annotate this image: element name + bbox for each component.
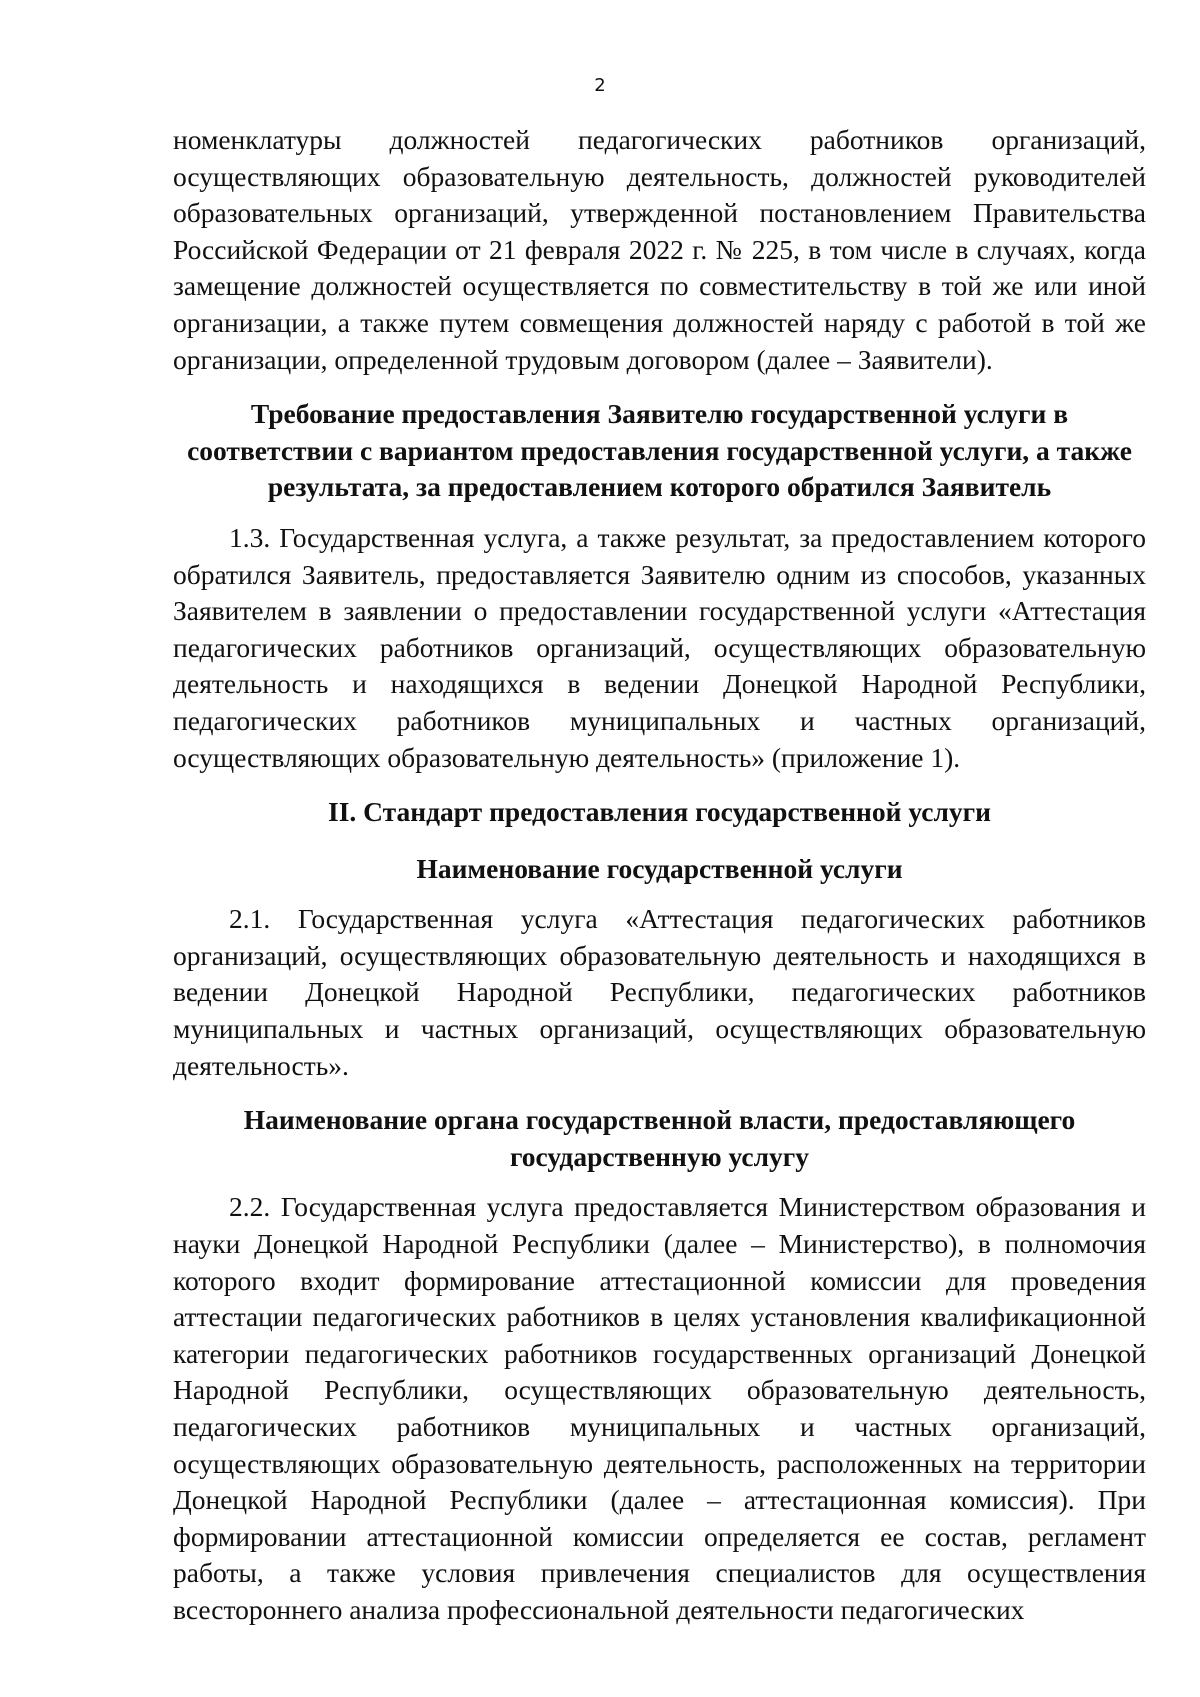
heading-section-2: II. Стандарт предоставления государственной услуги: [328, 796, 991, 828]
heading-requirement: Требование предоставления Заявителю государственной услуги в соответствии с вариантом предоставления государственной услуги, а также результата, за предоставлением которого обратился Заявитель: [187, 398, 1132, 503]
page-number: 2: [594, 75, 606, 96]
heading-service-name: Наименование государственной услуги: [416, 852, 903, 884]
paragraph-2-1: 2.1. Государственная услуга «Аттестация педагогических работников организаций, осуществляющих образовательную деятельность и находящихся в ведении Донецкой Народной Республики, педагогических работников муниципальных и частных организаций, осуществляющих образовательную деятельность».: [173, 903, 1146, 1081]
intro-paragraph: номенклатуры должностей педагогических работников организаций, осуществляющих образовательную деятельность, должностей руководителей образовательных организаций, утвержденной постановлением Правительства Российской Федерации от 21 февраля 2022 г. № 225, в том числе в случаях, когда замещение должностей осуществляется по совместительству в той же или иной организации, а также путем совмещения должностей наряду с работой в той же организации, определенной трудовым договором (далее – Заявители).: [173, 124, 1146, 375]
heading-authority-name: Наименование органа государственной власти, предоставляющего государственную услугу: [243, 1104, 1076, 1172]
paragraph-1-3: 1.3. Государственная услуга, а также результат, за предоставлением которого обратился Заявитель, предоставляется Заявителю одним из способов, указанных Заявителем в заявлении о предоставлении государственной услуги «Аттестация педагогических работников организаций, осуществляющих образовательную деятельность и находящихся в ведении Донецкой Народной Республики, педагогических работников муниципальных и частных организаций, осуществляющих образовательную деятельность» (приложение 1).: [173, 521, 1146, 773]
document-body: [173, 122, 1146, 1629]
paragraph-2-2: 2.2. Государственная услуга предоставляется Министерством образования и науки Донецкой Народной Республики (далее – Министерство), в полномочия которого входит формирование аттестационной комиссии для проведения аттестации педагогических работников в целях установления квалификационной категории педагогических работников государственных организаций Донецкой Народной Республики, осуществляющих образовательную деятельность, педагогических работников муниципальных и частных организаций, осуществляющих образовательную деятельность, расположенных на территории Донецкой Народной Республики (далее – аттестационная комиссия). При формировании аттестационной комиссии определяется ее состав, регламент работы, а также условия привлечения специалистов для осуществления всестороннего анализа профессиональной деятельности педагогических: [173, 1191, 1146, 1625]
